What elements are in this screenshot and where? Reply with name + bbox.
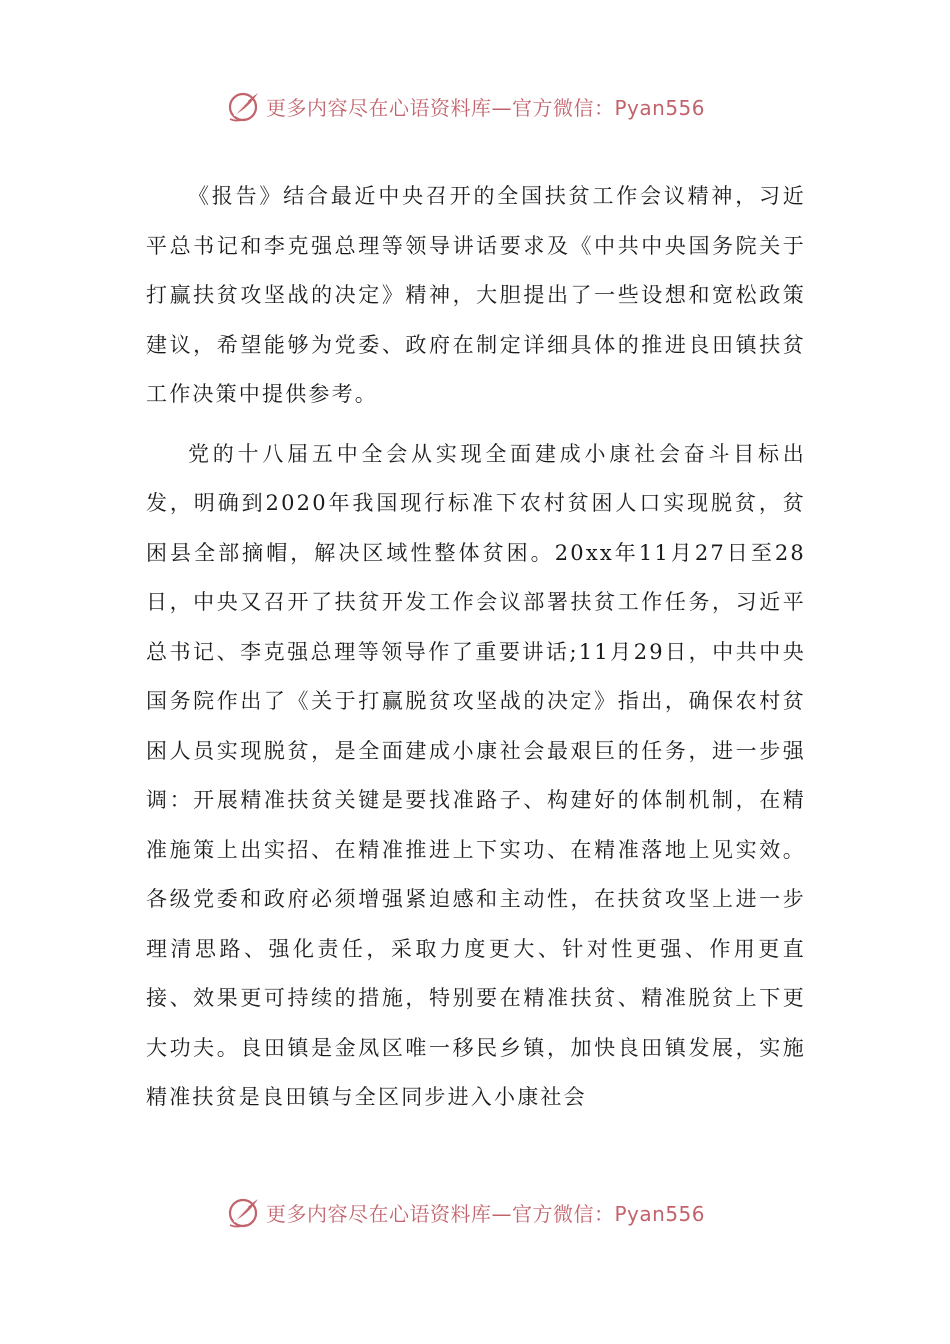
quill-pen-logo-icon bbox=[226, 88, 262, 124]
quill-pen-logo-icon bbox=[226, 1194, 262, 1230]
footer-banner-text: 更多内容尽在心语资料库—官方微信：Pyan556 bbox=[266, 1201, 706, 1226]
header-banner-text: 更多内容尽在心语资料库—官方微信：Pyan556 bbox=[266, 95, 706, 120]
paragraph: 党的十八届五中全会从实现全面建成小康社会奋斗目标出发，明确到2020年我国现行标准下农村贫困人口实现脱贫，贫困县全部摘帽，解决区域性整体贫困。20xx年11月27日至28日，中央又召开了扶贫开发工作会议部署扶贫工作任务，习近平总书记、李克强总理等领导作了重要讲话;11月29日，中共中央国务院作出了《关于打赢脱贫攻坚战的决定》指出，确保农村贫困人员实现脱贫，是全面建成小康社会最艰巨的任务，进一步强调：开展精准扶贫关键是要找准路子、构建好的体制机制，在精准施策上出实招、在精准推进上下实功、在精准落地上见实效。各级党委和政府必须增强紧迫感和主动性，在扶贫攻坚上进一步理清思路、强化责任，采取力度更大、针对性更强、作用更直接、效果更可持续的措施，特别要在精准扶贫、精准脱贫上下更大功夫。良田镇是金凤区唯一移民乡镇，加快良田镇发展，实施精准扶贫是良田镇与全区同步进入小康社会 bbox=[146, 441, 806, 1109]
document-body bbox=[146, 172, 806, 1133]
header-banner bbox=[226, 86, 705, 126]
paragraph: 《报告》结合最近中央召开的全国扶贫工作会议精神，习近平总书记和李克强总理等领导讲话要求及《中共中央国务院关于打赢扶贫攻坚战的决定》精神，大胆提出了一些设想和宽松政策建议，希望能够为党委、政府在制定详细具体的推进良田镇扶贫工作决策中提供参考。 bbox=[146, 184, 806, 406]
footer-banner bbox=[226, 1192, 705, 1232]
